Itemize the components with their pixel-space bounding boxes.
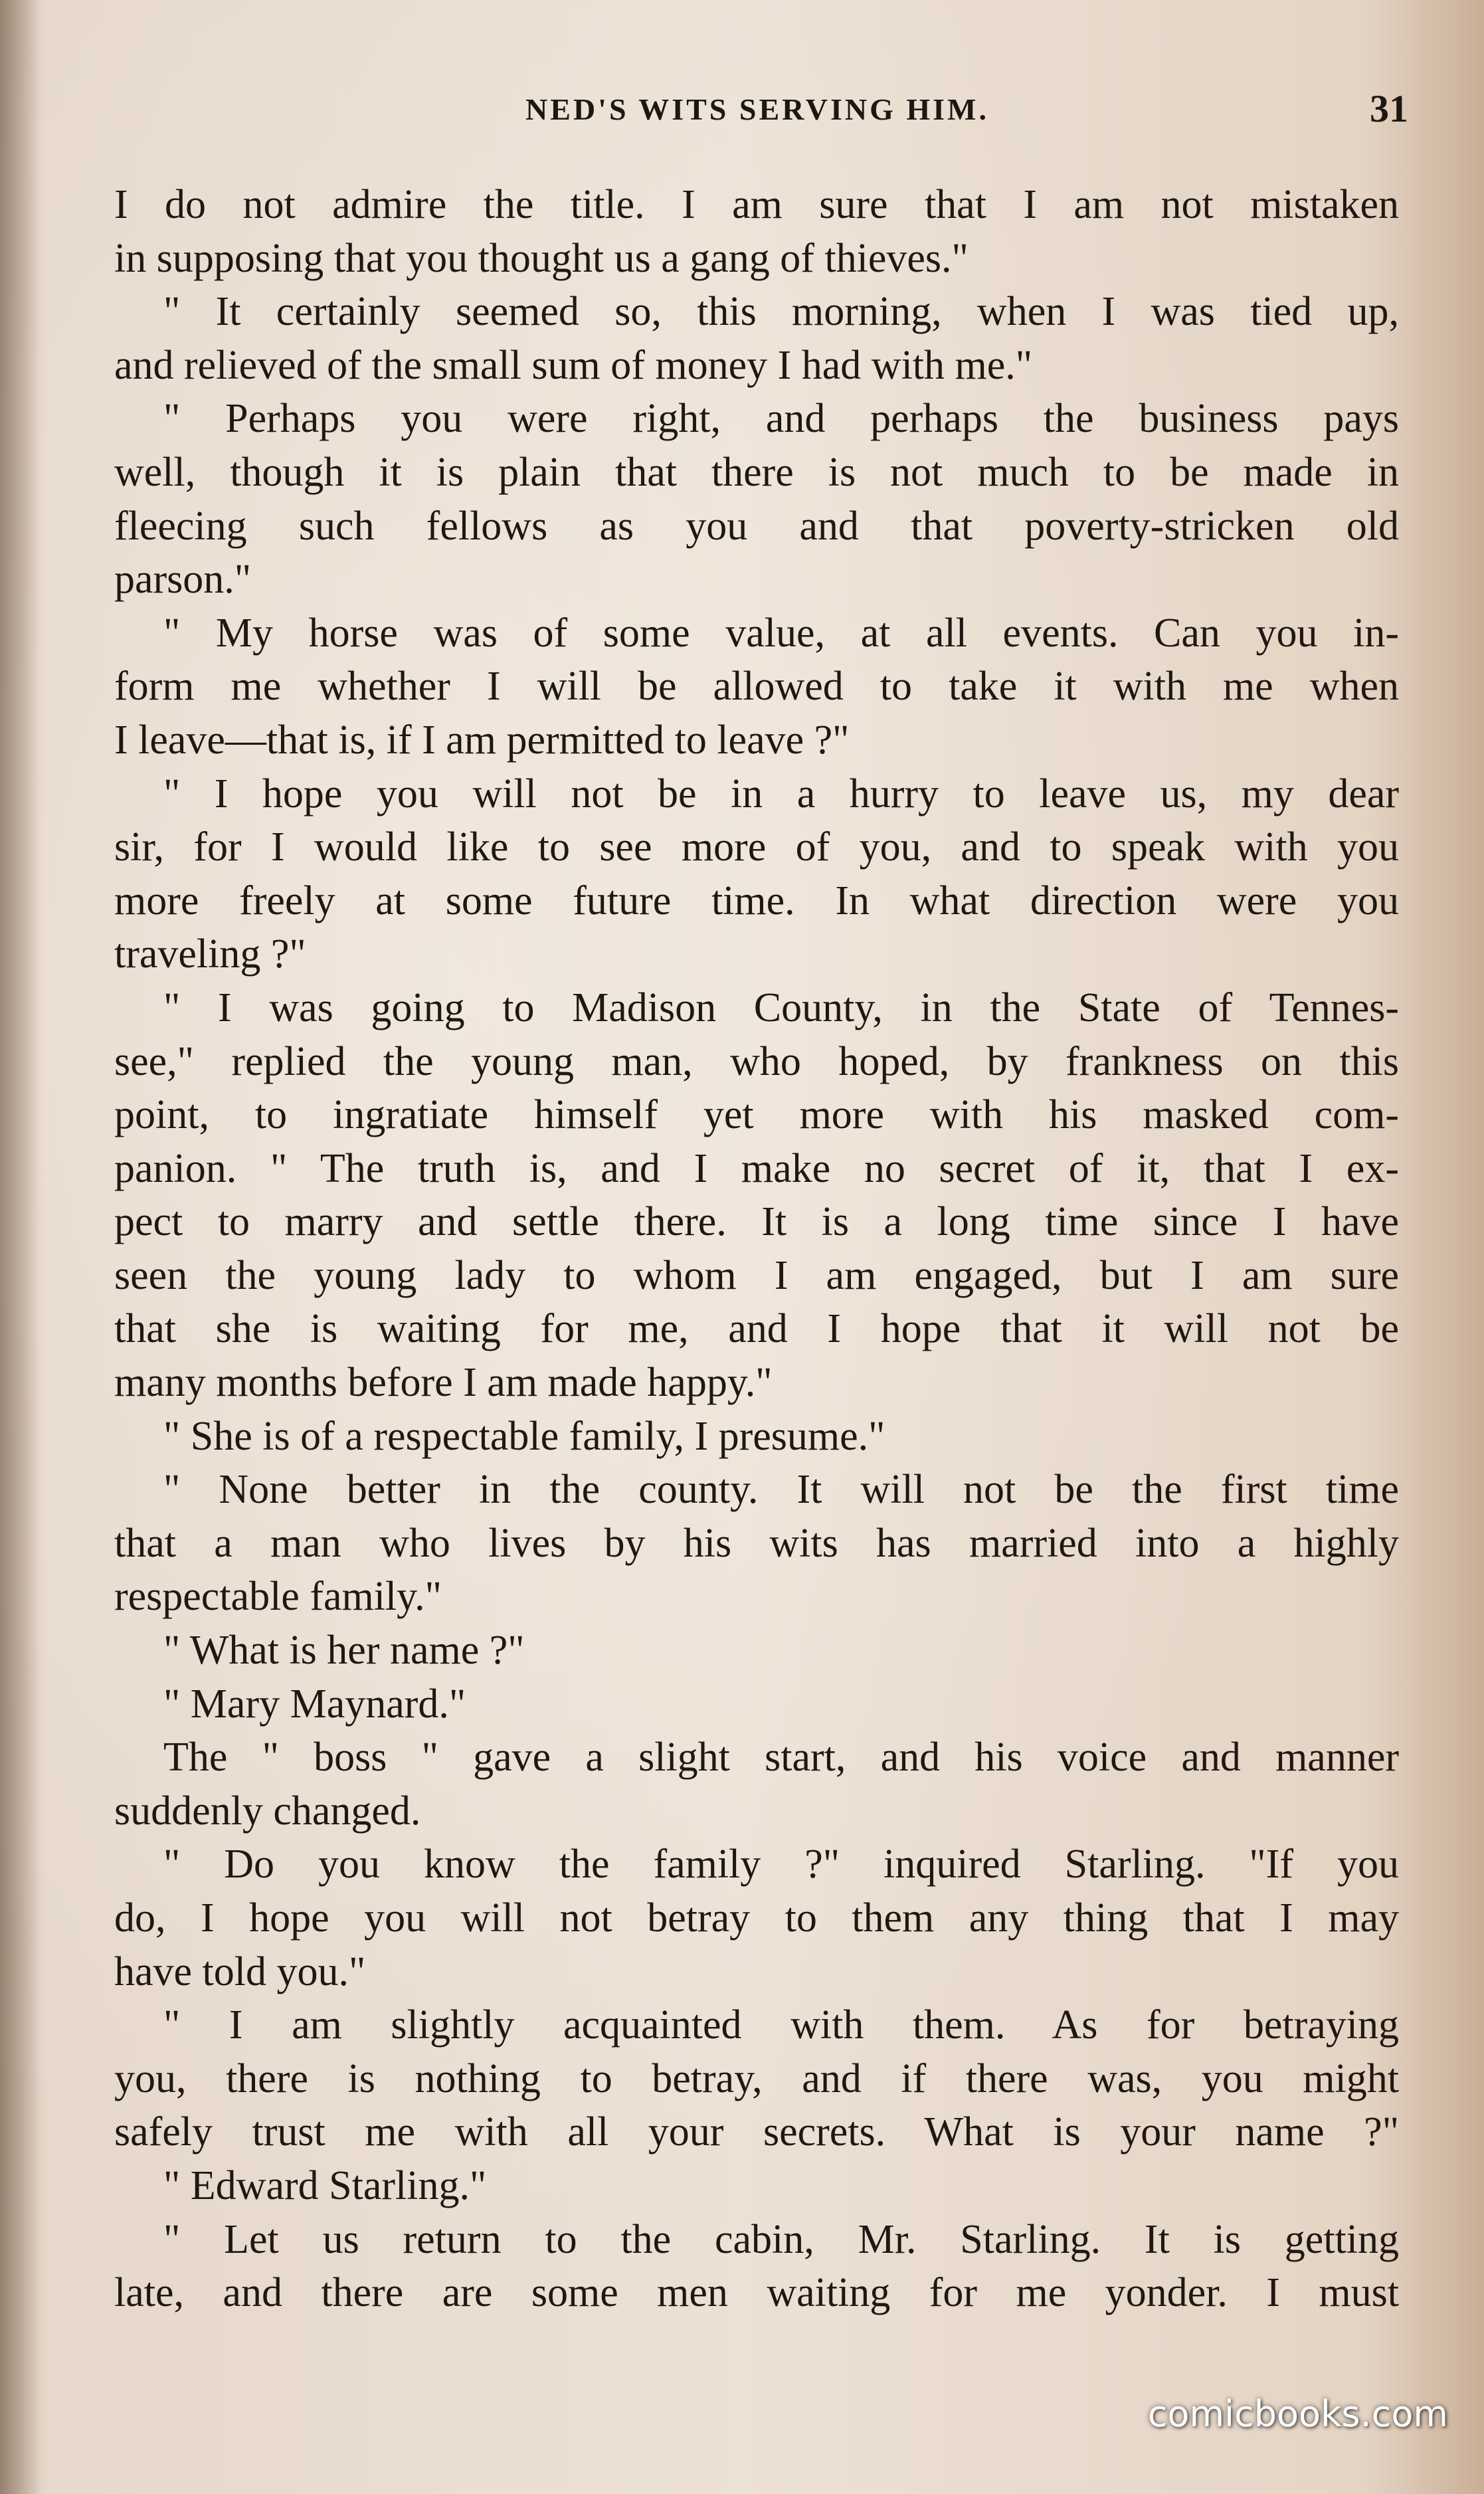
text-line: " None better in the county. It will not be the first time <box>163 1467 1399 1513</box>
text-line: see," replied the young man, who hoped, by frankness on this <box>114 1038 1399 1084</box>
text-line: " Perhaps you were right, and perhaps the business pays <box>163 396 1399 442</box>
spine-shadow <box>0 0 40 2494</box>
text-line: more freely at some future time. In what direction were you <box>114 878 1399 923</box>
text-line: " I was going to Madison County, in the State of Tennes- <box>163 985 1399 1030</box>
text-line: that a man who lives by his wits has married into a highly <box>114 1520 1399 1566</box>
text-line: do, I hope you will not betray to them any thing that I may <box>114 1895 1399 1941</box>
text-line: " Mary Maynard." <box>163 1681 466 1727</box>
text-line: fleecing such fellows as you and that poverty-stricken old <box>114 503 1399 549</box>
text-line: parson." <box>114 557 252 603</box>
text-line: " Edward Starling." <box>163 2162 487 2208</box>
text-line: traveling ?" <box>114 931 306 977</box>
text-line: and relieved of the small sum of money I had with me." <box>114 342 1033 388</box>
text-line: late, and there are some men waiting for me yonder. I must <box>114 2270 1399 2316</box>
text-line: " What is her name ?" <box>163 1628 525 1674</box>
page-number: 31 <box>1370 87 1408 130</box>
text-line: " My horse was of some value, at all events. Can you in- <box>163 610 1399 656</box>
text-line: sir, for I would like to see more of you, and to speak with you <box>114 824 1399 870</box>
text-line: that she is waiting for me, and I hope that it will not be <box>114 1306 1399 1352</box>
page-header <box>106 80 1408 140</box>
text-line: " It certainly seemed so, this morning, when I was tied up, <box>163 289 1399 335</box>
text-line: panion. " The truth is, and I make no secret of it, that I ex- <box>114 1145 1399 1191</box>
text-line: " Do you know the family ?" inquired Starling. "If you <box>163 1842 1399 1887</box>
text-line: suddenly changed. <box>114 1788 421 1834</box>
body-text <box>114 178 1399 2320</box>
text-line: safely trust me with all your secrets. What is your name ?" <box>114 2109 1399 2155</box>
text-line: you, there is nothing to betray, and if there was, you might <box>114 2056 1399 2101</box>
text-line: I do not admire the title. I am sure that I am not mistaken <box>114 182 1399 227</box>
text-line: I leave—that is, if I am permitted to leave ?" <box>114 717 850 763</box>
watermark: comicbooks.com <box>1147 2393 1448 2435</box>
text-line: The " boss " gave a slight start, and his voice and manner <box>163 1735 1399 1780</box>
text-line: seen the young lady to whom I am engaged, but I am sure <box>114 1252 1399 1298</box>
text-line: well, though it is plain that there is not much to be made in <box>114 449 1399 495</box>
text-line: respectable family." <box>114 1574 442 1620</box>
text-line: pect to marry and settle there. It is a long time since I have <box>114 1199 1399 1245</box>
text-line: " She is of a respectable family, I presume." <box>163 1413 885 1459</box>
text-line: point, to ingratiate himself yet more with his masked com- <box>114 1092 1399 1138</box>
text-line: many months before I am made happy." <box>114 1360 773 1406</box>
text-line: " I am slightly acquainted with them. As for betraying <box>163 2002 1399 2048</box>
running-head: NED'S WITS SERVING HIM. <box>525 92 989 126</box>
text-line: " I hope you will not be in a hurry to leave us, my dear <box>163 771 1399 816</box>
text-line: have told you." <box>114 1949 366 1994</box>
text-line: " Let us return to the cabin, Mr. Starling. It is getting <box>163 2216 1399 2262</box>
text-line: form me whether I will be allowed to take it with me when <box>114 664 1399 710</box>
text-line: in supposing that you thought us a gang of thieves." <box>114 235 969 281</box>
